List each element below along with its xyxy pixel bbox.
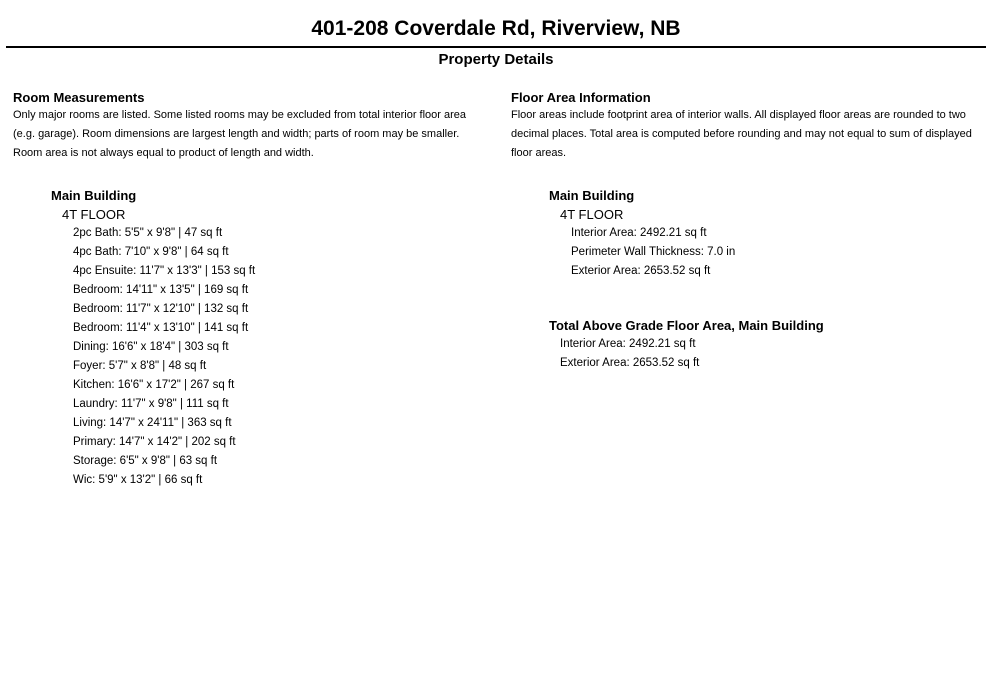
floor-building-block bbox=[549, 186, 989, 281]
total-floor-area-block bbox=[549, 316, 989, 373]
floor-area-section bbox=[511, 89, 989, 373]
total-exterior-area: Exterior Area: 2653.52 sq ft bbox=[560, 356, 700, 369]
room-measurements-section bbox=[13, 89, 491, 490]
room-row: Storage: 6'5" x 9'8" | 63 sq ft bbox=[73, 454, 218, 467]
room-building-heading: Main Building bbox=[51, 187, 137, 203]
room-row: Kitchen: 16'6" x 17'2" | 267 sq ft bbox=[73, 378, 235, 391]
room-building-block bbox=[51, 186, 491, 490]
room-list bbox=[73, 224, 491, 490]
page-title: 401-208 Coverdale Rd, Riverview, NB bbox=[311, 17, 681, 40]
room-row: 4pc Bath: 7'10" x 9'8" | 64 sq ft bbox=[73, 245, 229, 258]
total-interior-area: Interior Area: 2492.21 sq ft bbox=[560, 337, 696, 350]
page-subtitle: Property Details bbox=[438, 51, 554, 68]
room-row: Bedroom: 14'11" x 13'5" | 169 sq ft bbox=[73, 283, 249, 296]
title-divider bbox=[6, 46, 986, 48]
wall-thickness-value: Perimeter Wall Thickness: 7.0 in bbox=[571, 245, 736, 258]
exterior-area-value: Exterior Area: 2653.52 sq ft bbox=[571, 264, 711, 277]
room-row: Bedroom: 11'7" x 12'10" | 132 sq ft bbox=[73, 302, 249, 315]
floor-area-description: Floor areas include footprint area of interior walls. All displayed floor areas are rounded to two decimal places. Total area is computed before rounding and may not equal to sum of displayed floor areas. bbox=[511, 109, 972, 160]
room-row: Foyer: 5'7" x 8'8" | 48 sq ft bbox=[73, 359, 207, 372]
floor-area-heading: Floor Area Information bbox=[511, 90, 651, 105]
total-floor-area-heading: Total Above Grade Floor Area, Main Building bbox=[549, 317, 824, 333]
room-row: 2pc Bath: 5'5" x 9'8" | 47 sq ft bbox=[73, 226, 223, 239]
room-row: Dining: 16'6" x 18'4" | 303 sq ft bbox=[73, 340, 229, 353]
floor-building-heading: Main Building bbox=[549, 187, 635, 203]
floor-area-details bbox=[571, 224, 989, 281]
room-row: Wic: 5'9" x 13'2" | 66 sq ft bbox=[73, 473, 203, 486]
room-row: Bedroom: 11'4" x 13'10" | 141 sq ft bbox=[73, 321, 249, 334]
floor-area-floor-label: 4T FLOOR bbox=[560, 206, 624, 222]
room-measurements-description: Only major rooms are listed. Some listed rooms may be excluded from total interior floor area (e.g. garage). Room dimensions are largest length and width; parts of room may be smaller. Room area is not always equal to product of length and width. bbox=[13, 109, 467, 160]
interior-area-value: Interior Area: 2492.21 sq ft bbox=[571, 226, 707, 239]
room-row: 4pc Ensuite: 11'7" x 13'3" | 153 sq ft bbox=[73, 264, 256, 277]
room-row: Primary: 14'7" x 14'2" | 202 sq ft bbox=[73, 435, 236, 448]
room-row: Living: 14'7" x 24'11" | 363 sq ft bbox=[73, 416, 232, 429]
total-floor-area-lines bbox=[560, 335, 989, 373]
room-measurements-heading: Room Measurements bbox=[13, 90, 145, 105]
room-floor-label: 4T FLOOR bbox=[62, 206, 126, 222]
room-row: Laundry: 11'7" x 9'8" | 111 sq ft bbox=[73, 397, 229, 410]
